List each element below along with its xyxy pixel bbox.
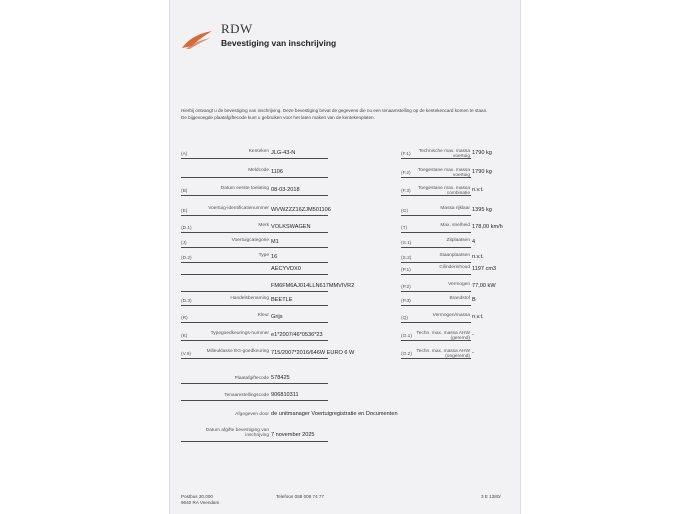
field-label: Merk [258, 223, 269, 228]
field-rule [181, 291, 328, 292]
field-value: 16 [271, 254, 278, 260]
field-rule [401, 262, 471, 263]
field-code: (F.1) [401, 152, 411, 157]
intro-line: Hierbij ontvangt u de bevestiging van inschrijving. Deze bevestiging bevat de gegevens die nu een tenaamstelling op de kentekencard komen te staan. [181, 108, 488, 113]
field-code: (T) [401, 226, 408, 231]
field-rule [401, 274, 471, 275]
field-label: Datum eerste toelating [220, 186, 269, 191]
field-rule [181, 262, 328, 263]
field-label: Vermogen/massa [432, 313, 470, 318]
field-label: Meldcode [248, 168, 269, 173]
form-code: 3 E 1380/ [481, 494, 501, 499]
field-value: e1*2007/46*0536*23 [271, 332, 323, 338]
issued-date-value: 7 november 2025 [271, 432, 315, 438]
field-rule [401, 322, 471, 323]
field-rule [181, 358, 328, 359]
field-label: Zitplaatsen [446, 238, 470, 243]
field-code: (D.2) [181, 256, 192, 261]
field-value: 1790 kg [472, 150, 492, 156]
intro-text [181, 107, 511, 122]
field-value: VOLKSWAGEN [271, 224, 311, 230]
field-value: BEETLE [271, 297, 293, 303]
field-label: Technische max. massa voertuig [418, 149, 470, 160]
field-value: 1106 [271, 169, 284, 175]
field-rule [181, 322, 328, 323]
field-code: (G) [401, 209, 408, 214]
field-value: AECYVDX0 [271, 266, 301, 272]
field-value: 178,00 km/h [472, 224, 503, 230]
code-value: 906810311 [271, 392, 299, 398]
field-value: - [472, 350, 474, 356]
phone-number: Telefoon 088 008 74 77 [276, 494, 325, 499]
address-line-1: Postbus 30.000 [181, 494, 213, 499]
field-value: n.v.t. [472, 314, 484, 320]
field-label: Cilinderinhoud [439, 265, 470, 270]
field-code: (F.2) [401, 171, 411, 176]
field-label: Voertuig-identificatienummer [208, 206, 269, 211]
rdw-logo-icon [180, 28, 214, 50]
field-rule [401, 340, 471, 341]
field-code: (S.2) [401, 256, 412, 261]
address-line-2: 9640 RA Veendam [181, 500, 220, 505]
field-value: Grijs [271, 314, 283, 320]
field-value: 715/2007*2016/646W EURO 6 W [271, 350, 355, 356]
field-code: (O.1) [401, 334, 412, 339]
field-label: Brandstof [449, 296, 470, 301]
field-code: (D.1) [181, 226, 192, 231]
field-rule [181, 340, 328, 341]
issued-date-label: Datum afgifte bevestiging van inschrijving [205, 428, 269, 439]
field-rule [181, 215, 328, 216]
field-value: n.v.t. [472, 187, 484, 193]
field-rule [401, 215, 471, 216]
field-value: FM6FM6AJ014LLN617MMVIVR2 [271, 283, 355, 289]
field-code: (Q) [401, 316, 408, 321]
field-label: Techn. max. massa AHW (ongeremd) [416, 349, 470, 360]
field-label: Techn. max. massa AHW (geremd) [416, 331, 470, 342]
field-rule [181, 247, 328, 248]
field-label: Milieuklasse EG-goedkeuring [206, 349, 269, 354]
field-code: (D.3) [181, 299, 192, 304]
field-label: Type [258, 253, 269, 258]
field-rule [181, 195, 328, 196]
field-rule [401, 305, 471, 306]
field-code: (F.3) [401, 189, 411, 194]
field-rule [401, 291, 471, 292]
field-code: (S.1) [401, 241, 412, 246]
field-value: 1197 cm3 [472, 266, 497, 272]
field-value: 4 [472, 239, 476, 245]
issued-by-value: de unitmanager Voertuigregistratie en Documenten [271, 411, 398, 417]
field-value: M1 [271, 239, 279, 245]
field-value: 77,00 kW [472, 283, 496, 289]
field-rule [181, 305, 328, 306]
code-rule [181, 383, 328, 384]
field-code: (K) [181, 334, 188, 339]
org-name: RDW [221, 21, 253, 36]
field-label: Massa rijklaar [440, 206, 470, 211]
issued-by-label: Afgegeven door [235, 412, 269, 417]
field-value: JLG-43-N [271, 150, 296, 156]
field-rule [401, 177, 471, 178]
field-rule [401, 158, 471, 159]
code-label: Tenaamstellingscode [224, 393, 269, 398]
field-rule [401, 232, 471, 233]
field-rule [181, 158, 328, 159]
field-code: (A) [181, 152, 188, 157]
field-code: (V.9) [181, 352, 191, 357]
field-rule [181, 274, 328, 275]
field-rule [181, 177, 328, 178]
field-label: Vermogen [448, 282, 470, 287]
field-rule [401, 247, 471, 248]
field-code: (B) [181, 189, 188, 194]
field-label: Voertuigcategorie [231, 238, 269, 243]
code-rule [181, 400, 328, 401]
field-label: Toegestane max. massa combinatie [418, 186, 470, 197]
field-label: Typegoedkeurings-nummer [210, 331, 269, 336]
field-code: (P.1) [401, 268, 411, 273]
field-value: 1395 kg [472, 207, 492, 213]
issued-date-rule [181, 441, 328, 442]
field-value: B [472, 297, 476, 303]
field-label: Kenteken [248, 149, 269, 154]
field-value: WVWZZZ16ZJM501106 [271, 207, 331, 213]
field-value: 08-03-2018 [271, 187, 300, 193]
field-code: (E) [181, 209, 188, 214]
field-code: (R) [181, 316, 188, 321]
code-value: 578425 [271, 375, 290, 381]
field-label: Max. snelheid [440, 223, 470, 228]
field-value: 1790 kg [472, 169, 492, 175]
field-code: (P.2) [401, 285, 411, 290]
field-value: n.v.t. [472, 254, 484, 260]
field-code: (P.3) [401, 299, 411, 304]
document-title: Bevestiging van inschrijving [221, 38, 337, 48]
field-label: Toegestane max. massa voertuig [418, 168, 470, 179]
field-rule [181, 232, 328, 233]
field-label: Handelsbenaming [230, 296, 269, 301]
intro-line: De bijgevoegde plaatafgiftecode kunt u gebruiken voor het laten maken van de kentekenplaten. [181, 115, 375, 121]
field-code: (J) [181, 241, 187, 246]
field-label: Kleur [257, 313, 269, 318]
field-value: - [472, 332, 474, 338]
field-rule [401, 195, 471, 196]
code-label: Plaatafgiftecode [234, 376, 269, 381]
field-code: (O.2) [401, 352, 412, 357]
field-rule [401, 358, 471, 359]
field-label: Staanplaatsen [439, 253, 470, 258]
